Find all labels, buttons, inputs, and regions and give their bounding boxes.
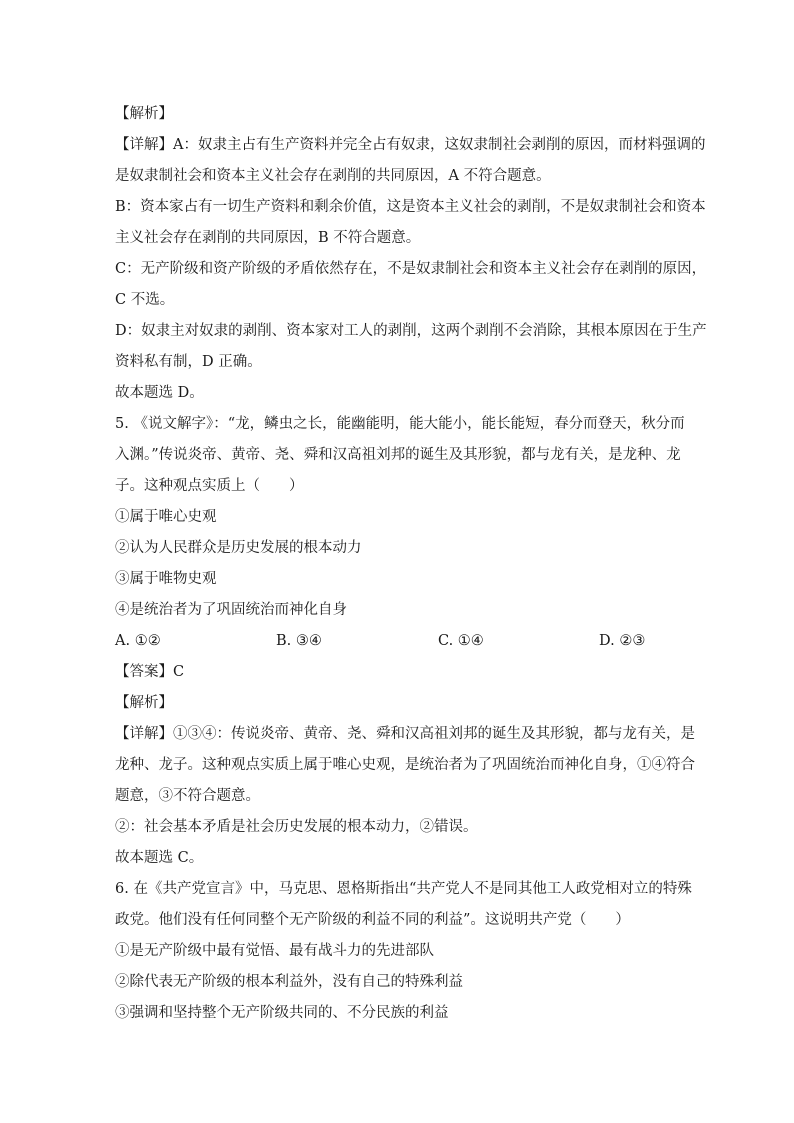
analysis-heading: 【解析】 [115, 106, 173, 122]
detail-text-d1: D：奴隶主对奴隶的剥削、资本家对工人的剥削，这两个剥削不会消除，其根本原因在于生产 [115, 323, 707, 339]
detail-text-c2: C 不选。 [115, 292, 175, 308]
q5-note: ②：社会基本矛盾是社会历史发展的根本动力，②错误。 [115, 819, 478, 835]
q5-item-2: ②认为人民群众是历史发展的根本动力 [115, 540, 362, 556]
answer-heading: 【答案】 [115, 664, 173, 680]
detail-text-a1: A：奴隶主占有生产资料并完全占有奴隶，这奴隶制社会剥削的原因，而材料强调的 [173, 137, 706, 153]
detail-text-a2: 是奴隶制社会和资本主义社会存在剥削的共同原因，A 不符合题意。 [115, 168, 551, 184]
q6-item-3: ③强调和坚持整个无产阶级共同的、不分民族的利益 [115, 1005, 449, 1021]
q5-option-d: D. ②③ [599, 633, 646, 649]
detail-text-c1: C：无产阶级和资产阶级的矛盾依然存在，不是奴隶制社会和资本主义社会存在剥削的原因， [115, 261, 707, 277]
q5-detail-text-2: 龙种、龙子。这种观点实质上属于唯心史观，是统治者为了巩固统治而神化自身，①④符合 [115, 757, 695, 773]
q5-detail-heading: 【详解】 [115, 726, 173, 742]
conclusion-q4: 故本题选 D。 [115, 385, 204, 401]
answer-value: C [173, 664, 185, 680]
q5-conclusion: 故本题选 C。 [115, 850, 204, 866]
detail-text-b2: 主义社会存在剥削的共同原因，B 不符合题意。 [115, 230, 421, 246]
q6-stem-2: 政党。他们没有任何同整个无产阶级的利益不同的利益”。这说明共产党（ ） [115, 912, 630, 928]
q5-answer-line [115, 662, 685, 682]
detail-line-1 [115, 135, 706, 155]
q5-stem-3: 子。这种观点实质上（ ） [115, 478, 304, 494]
q6-item-2: ②除代表无产阶级的根本利益外，没有自己的特殊利益 [115, 974, 463, 990]
detail-text-d2: 资料私有制，D 正确。 [115, 354, 262, 370]
q5-detail-line-1 [115, 724, 695, 744]
q5-detail-text-3: 题意，③不符合题意。 [115, 788, 260, 804]
detail-heading: 【详解】 [115, 137, 173, 153]
q5-option-a: A. ①② [115, 633, 161, 649]
q5-item-1: ①属于唯心史观 [115, 509, 217, 525]
q6-stem-1: 6. 在《共产党宣言》中，马克思、恩格斯指出“共产党人不是同其他工人政党相对立的特殊 [115, 881, 692, 897]
q5-option-b: B. ③④ [276, 633, 322, 649]
q5-item-4: ④是统治者为了巩固统治而神化自身 [115, 602, 347, 618]
q6-item-1: ①是无产阶级中最有觉悟、最有战斗力的先进部队 [115, 943, 434, 959]
q5-detail-text-1: ①③④：传说炎帝、黄帝、尧、舜和汉高祖刘邦的诞生及其形貌，都与龙有关，是 [173, 726, 695, 742]
q5-item-3: ③属于唯物史观 [115, 571, 217, 587]
q5-analysis-heading: 【解析】 [115, 695, 173, 711]
q5-stem-2: 入渊。”传说炎帝、黄帝、尧、舜和汉高祖刘邦的诞生及其形貌，都与龙有关，是龙种、龙 [115, 447, 681, 463]
detail-text-b1: B：资本家占有一切生产资料和剩余价值，这是资本主义社会的剥削，不是奴隶制社会和资本 [115, 199, 706, 215]
q5-stem-1: 5. 《说文解字》：“龙，鳞虫之长，能幽能明，能大能小，能长能短，春分而登天，秋分而 [115, 416, 685, 432]
q5-option-c: C. ①④ [438, 633, 484, 649]
